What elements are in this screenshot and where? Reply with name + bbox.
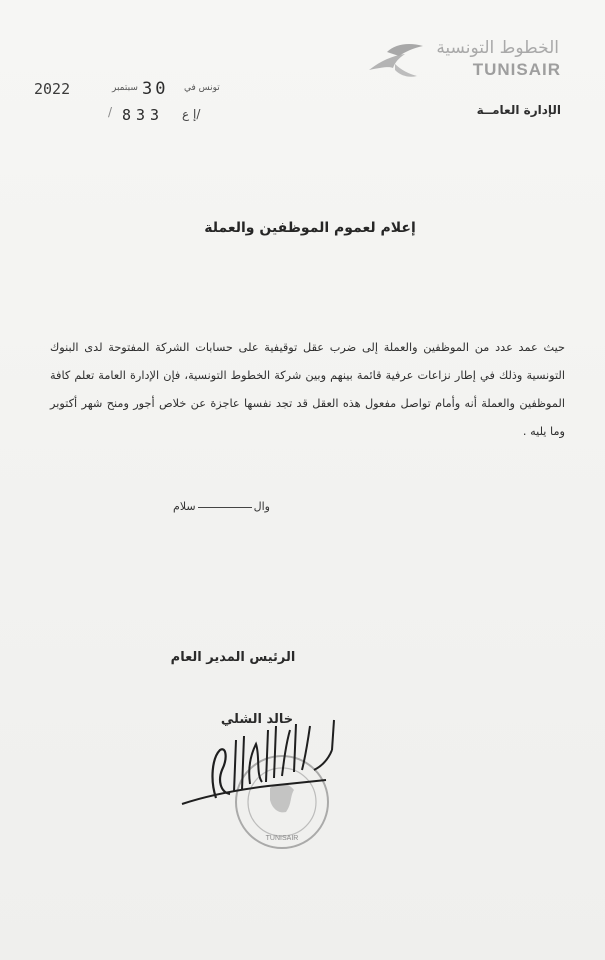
department-name: الإدارة العامــة (476, 103, 561, 117)
salutation-stretch-line (198, 507, 252, 508)
date-city: تونس في (184, 83, 220, 93)
date-day: 30 (142, 79, 169, 99)
tunisair-bird-icon (365, 40, 427, 82)
company-logo (365, 38, 565, 86)
date-year: 2022 (34, 80, 71, 98)
salutation-start: وال (253, 500, 270, 513)
document-title: إعلام لعموم الموظفين والعملة (204, 220, 416, 236)
signer-title: الرئيس المدير العام (170, 650, 296, 665)
closing-salutation (160, 500, 270, 513)
date-line (34, 80, 224, 102)
logo-latin-text: TUNISAIR (472, 60, 561, 79)
reference-prefix: / (108, 105, 113, 119)
logo-arabic-text: الخطوط التونسية (436, 38, 559, 58)
reference-number: 833 (122, 106, 165, 124)
document-body: حيث عمد عدد من الموظفين والعملة إلى ضرب عقل توقيفية على حسابات الشركة المفتوحة لدى البنوك التونسية وذلك في إطار نزاعات عرفية قائمة بينهم وبين شركة الخطوط التونسية، فإن الإدارة العامة تعلم كافة الموظفين والعملة أنه وأمام تواصل مفعول هذه العقل قد تجد نفسها عاجزة عن خلاص أجور ومنح شهر أكتوبر وما يليه . (50, 341, 565, 438)
signer-name: خالد الشلي (220, 712, 294, 727)
salutation-end: سلام (173, 500, 196, 513)
reference-line (108, 107, 218, 127)
handwritten-signature (176, 700, 346, 820)
stamp-text: TUNISAIR (265, 835, 299, 842)
reference-label: إ ع/ (182, 107, 201, 121)
date-month: سبتمبر (112, 83, 138, 93)
